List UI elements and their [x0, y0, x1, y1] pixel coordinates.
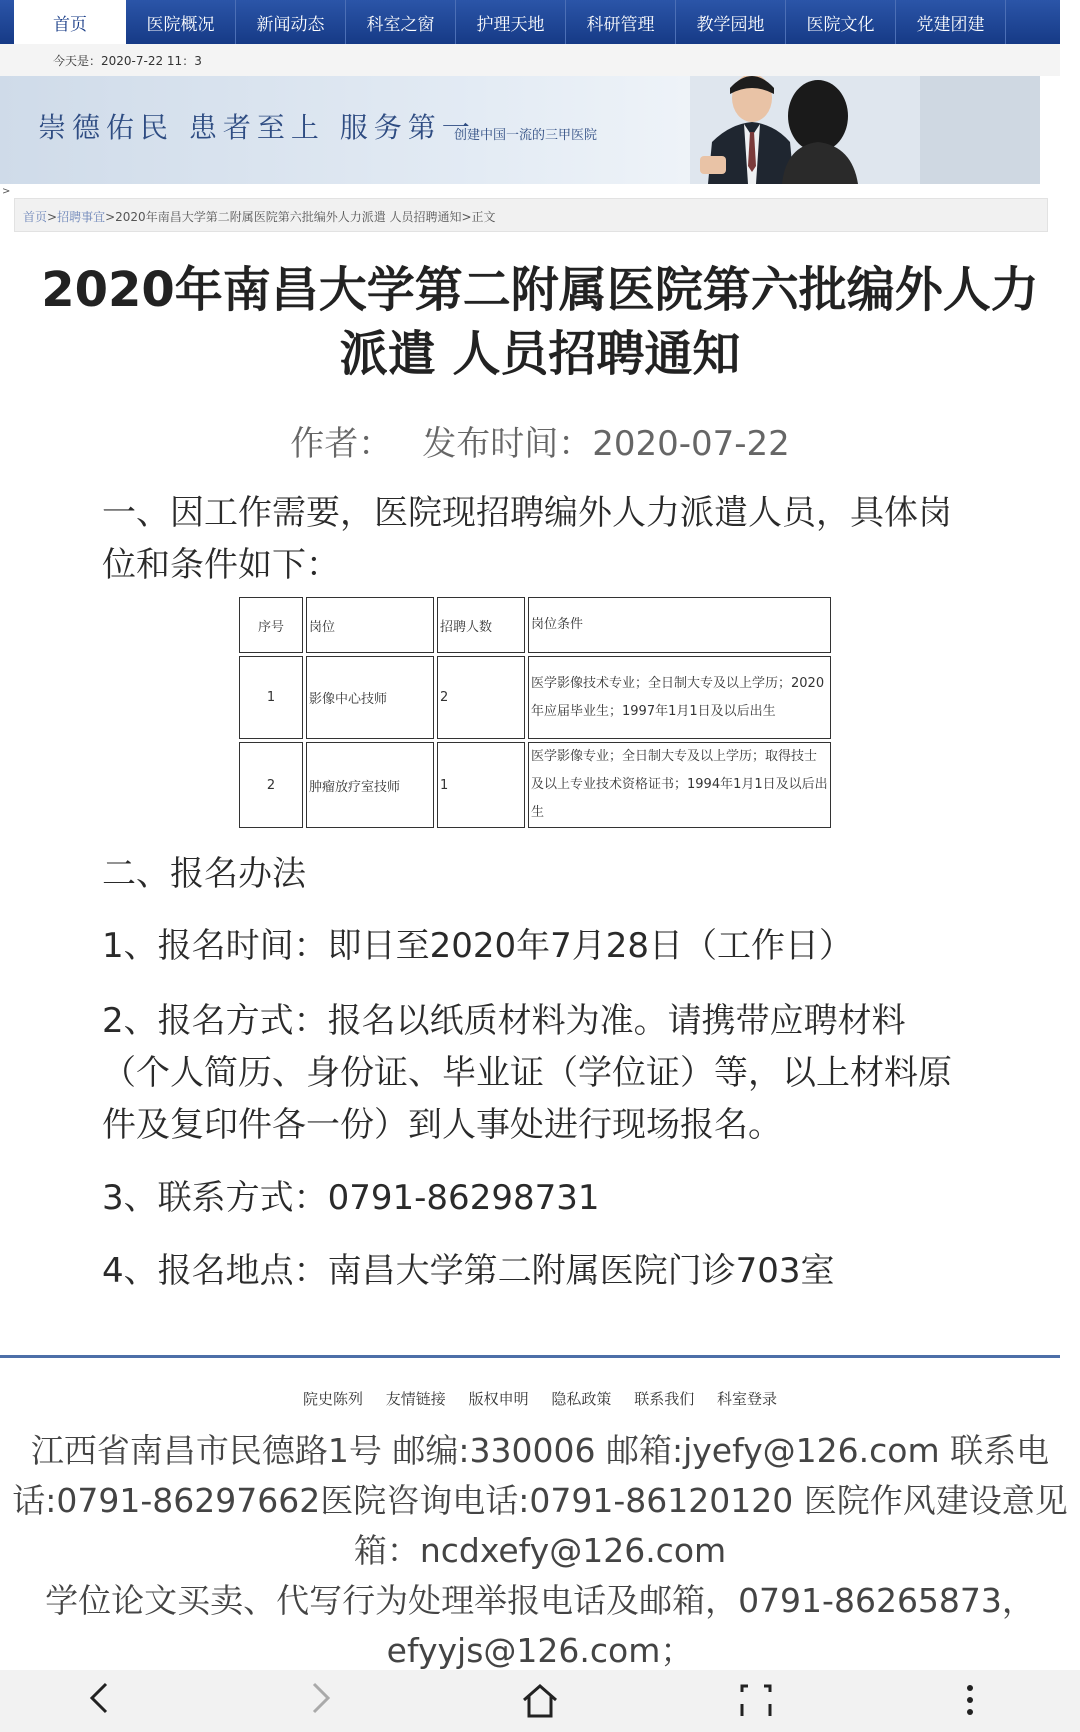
current-date: 今天是：2020-7-22 11：3	[53, 54, 202, 68]
breadcrumb-separator: >	[47, 210, 58, 224]
contact-info: 3、联系方式：0791-86298731	[102, 1178, 600, 1218]
footer-link-privacy[interactable]: 隐私政策	[551, 1390, 612, 1408]
date-bar	[0, 44, 1060, 76]
nav-item-culture[interactable]: 医院文化	[786, 0, 896, 44]
bottom-navigation-bar	[0, 1670, 1080, 1732]
signup-time: 1、报名时间：即日至2020年7月28日（工作日）	[102, 926, 854, 966]
footer-link-contact[interactable]: 联系我们	[634, 1390, 695, 1408]
nav-item-news[interactable]: 新闻动态	[236, 0, 346, 44]
footer-email-line: 箱：ncdxefy@126.com	[353, 1531, 727, 1570]
nav-item-departments[interactable]: 科室之窗	[346, 0, 456, 44]
footer-report-line: 学位论文买卖、代写行为处理举报电话及邮箱，0791-86265873，	[45, 1581, 1035, 1620]
stray-marker: >	[2, 186, 11, 197]
tabs-icon[interactable]	[726, 1678, 786, 1732]
nav-item-home[interactable]: 首页	[14, 0, 126, 44]
forward-icon[interactable]	[290, 1678, 350, 1732]
breadcrumb-home[interactable]: 首页	[23, 210, 48, 224]
footer-link-friends[interactable]: 友情链接	[385, 1390, 446, 1408]
table-cell-no: 1	[239, 656, 303, 739]
table-cell-no: 2	[239, 742, 303, 828]
banner-photo	[690, 76, 1060, 184]
table-header-cell: 岗位	[306, 597, 434, 653]
banner-edge	[1040, 76, 1060, 184]
table-cell-count: 1	[437, 742, 525, 828]
positions-table	[236, 594, 834, 831]
table-cell-position: 肿瘤放疗室技师	[306, 742, 434, 828]
banner-slogan: 崇德佑民 患者至上 服务第一	[38, 111, 476, 144]
breadcrumb-current: >2020年南昌大学第二附属医院第六批编外人力派遣 人员招聘通知>正文	[105, 210, 496, 224]
more-icon[interactable]	[940, 1678, 1000, 1732]
nav-item-nursing[interactable]: 护理天地	[456, 0, 566, 44]
article-meta	[0, 416, 1080, 465]
table-header-row	[239, 597, 831, 653]
table-row	[239, 656, 831, 739]
footer-phone-line: 话:0791-86297662医院咨询电话:0791-86120120 医院作风建设意见	[12, 1481, 1068, 1520]
article-title: 2020年南昌大学第二附属医院第六批编外人力派遣 人员招聘通知	[41, 262, 1039, 382]
footer-link-copyright[interactable]: 版权申明	[468, 1390, 529, 1408]
nav-item-party[interactable]: 党建团建	[896, 0, 1006, 44]
table-cell-requirements: 医学影像技术专业；全日制大专及以上学历；2020年应届毕业生；1997年1月1日及以后出生	[528, 656, 831, 739]
footer-link-login[interactable]: 科室登录	[716, 1390, 777, 1408]
intro-paragraph: 一、因工作需要，医院现招聘编外人力派遣人员，具体岗位和条件如下：	[102, 493, 952, 585]
table-cell-position: 影像中心技师	[306, 656, 434, 739]
footer-address-line: 江西省南昌市民德路1号 邮编:330006 邮箱:jyefy@126.com 联系电	[30, 1431, 1050, 1470]
back-icon[interactable]	[70, 1678, 130, 1732]
table-row	[239, 742, 831, 828]
footer-links	[0, 1388, 1080, 1409]
table-header-cell: 招聘人数	[437, 597, 525, 653]
table-header-cell: 序号	[239, 597, 303, 653]
banner	[0, 76, 1060, 184]
footer-report-email: efyyjs@126.com；	[386, 1631, 694, 1670]
section2-heading: 二、报名办法	[102, 854, 306, 894]
home-icon[interactable]	[510, 1678, 570, 1732]
footer-link-history[interactable]: 院史陈列	[303, 1390, 364, 1408]
table-cell-count: 2	[437, 656, 525, 739]
top-nav	[0, 0, 1060, 44]
breadcrumb-category[interactable]: 招聘事宜	[57, 210, 106, 224]
footer-divider	[0, 1355, 1060, 1358]
nav-item-overview[interactable]: 医院概况	[126, 0, 236, 44]
table-header-cell: 岗位条件	[528, 597, 831, 653]
author-label: 作者：	[290, 424, 393, 464]
table-cell-requirements: 医学影像专业；全日制大专及以上学历；取得技士及以上专业技术资格证书；1994年1月1日及以后出生	[528, 742, 831, 828]
nav-item-teaching[interactable]: 教学园地	[676, 0, 786, 44]
nav-item-research[interactable]: 科研管理	[566, 0, 676, 44]
banner-sub-slogan: 创建中国一流的三甲医院	[454, 128, 598, 143]
publish-label: 发布时间：	[422, 424, 593, 464]
signup-method: 2、报名方式：报名以纸质材料为准。请携带应聘材料（个人简历、身份证、毕业证（学位证）等，以上材料原件及复印件各一份）到人事处进行现场报名。	[102, 1001, 952, 1145]
breadcrumb	[14, 198, 1048, 232]
publish-date: 2020-07-22	[592, 424, 790, 464]
signup-location: 4、报名地点：南昌大学第二附属医院门诊703室	[102, 1251, 835, 1291]
